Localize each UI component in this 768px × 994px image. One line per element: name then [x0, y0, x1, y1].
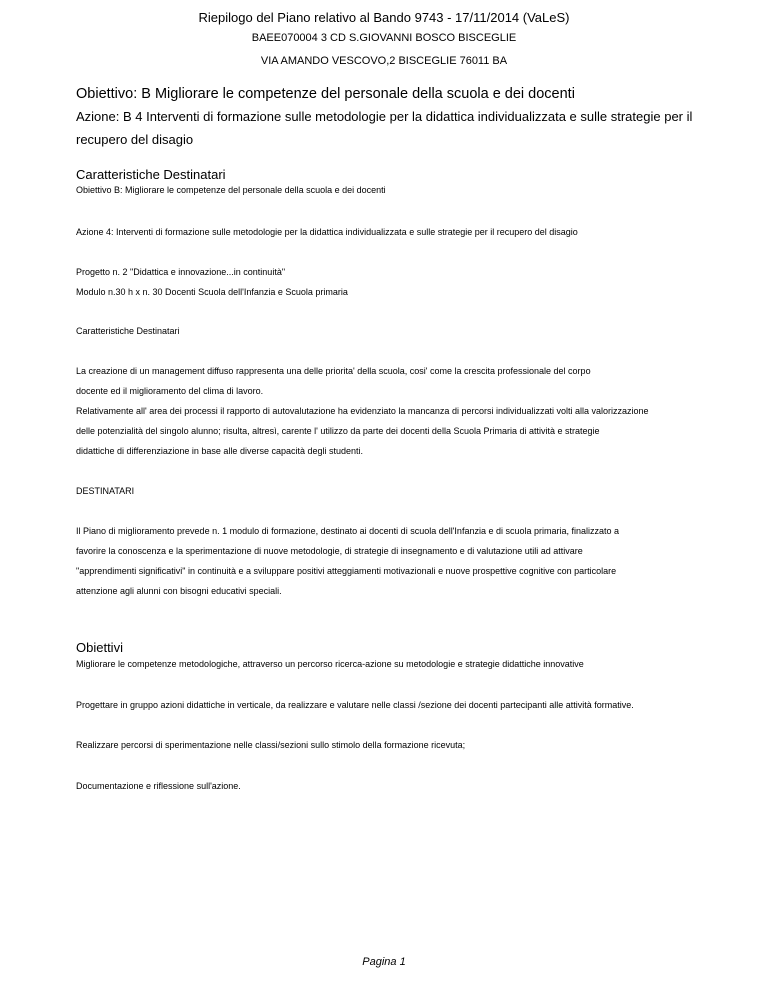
paragraph-line: didattiche di differenziazione in base alle diverse capacità degli studenti. [76, 446, 364, 456]
paragraph-line: "apprendimenti significativi" in continuità e a sviluppare positivi atteggiamenti motivazionali e nuove prospettive cognitive con particolare [76, 566, 617, 576]
action-title-line-1: Azione: B 4 Interventi di formazione sulle metodologie per la didattica individualizzata e sulle strategie per il [76, 109, 693, 124]
goals-section-title: Obiettivi [76, 640, 123, 655]
paragraph-line: Il Piano di miglioramento prevede n. 1 modulo di formazione, destinato ai docenti di scuola dell'Infanzia e di scuola primaria, finalizzato a [76, 526, 620, 536]
paragraph-line: delle potenzialità del singolo alunno; risulta, altresì, carente l' utilizzo da parte dei docenti della Scuola Primaria di attività e strategie [76, 426, 600, 436]
goal-item: Documentazione e riflessione sull'azione. [76, 781, 241, 791]
action-text: Azione 4: Interventi di formazione sulle metodologie per la didattica individualizzata e sulle strategie per il recupero del disagio [76, 227, 578, 237]
page-number: Pagina 1 [362, 956, 406, 968]
module-text: Modulo n.30 h x n. 30 Docenti Scuola dell'Infanzia e Scuola primaria [76, 287, 348, 297]
goal-item: Migliorare le competenze metodologiche, attraverso un percorso ricerca-azione su metodologie e strategie didattiche innovative [76, 659, 584, 669]
recipients-section-title: Caratteristiche Destinatari [76, 167, 226, 182]
action-title-line-2: recupero del disagio [76, 132, 194, 147]
school-address-line: VIA AMANDO VESCOVO,2 BISCEGLIE 76011 BA [260, 55, 508, 67]
goal-item: Progettare in gruppo azioni didattiche in verticale, da realizzare e valutare nelle classi /sezione dei docenti partecipanti alle attività formative. [76, 700, 634, 710]
paragraph-line: docente ed il miglioramento del clima di lavoro. [76, 386, 264, 396]
document-header-title: Riepilogo del Piano relativo al Bando 9743 - 17/11/2014 (VaLeS) [198, 10, 570, 25]
school-code-line: BAEE070004 3 CD S.GIOVANNI BOSCO BISCEGLIE [251, 32, 517, 44]
objective-text: Obiettivo B: Migliorare le competenze del personale della scuola e dei docenti [76, 185, 386, 195]
paragraph-line: favorire la conoscenza e la sperimentazione di nuove metodologie, di strategie di insegnamento e di valutazione utili ad attivare [76, 546, 583, 556]
objective-title: Obiettivo: B Migliorare le competenze del personale della scuola e dei docenti [76, 86, 575, 102]
recipients-subheading: Caratteristiche Destinatari [76, 326, 180, 336]
destinatari-label: DESTINATARI [76, 486, 135, 496]
project-text: Progetto n. 2 "Didattica e innovazione...in continuità" [76, 267, 286, 277]
paragraph-line: Relativamente all' area dei processi il rapporto di autovalutazione ha evidenziato la mancanza di percorsi individualizzati volti alla valorizzazione [76, 406, 649, 416]
paragraph-line: La creazione di un management diffuso rappresenta una delle priorita' della scuola, cosi' come la crescita professionale del corpo [76, 366, 591, 376]
goal-item: Realizzare percorsi di sperimentazione nelle classi/sezioni sullo stimolo della formazione ricevuta; [76, 740, 466, 750]
paragraph-line: attenzione agli alunni con bisogni educativi speciali. [76, 586, 282, 596]
